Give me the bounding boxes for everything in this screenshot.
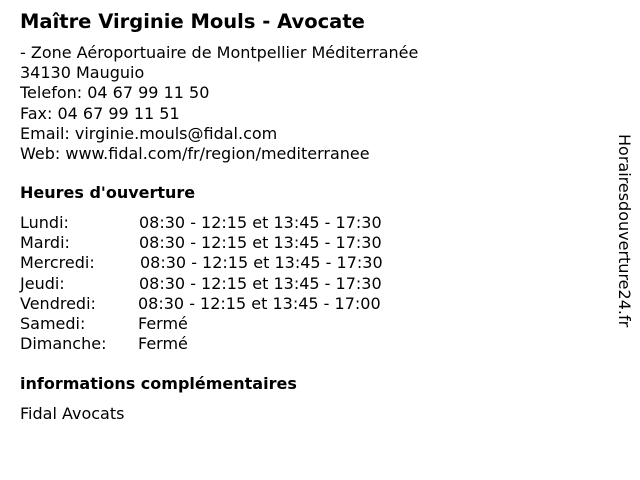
hours-value: Fermé	[138, 334, 188, 354]
hours-value: 08:30 - 12:15 et 13:45 - 17:30	[140, 253, 383, 273]
day-label: Lundi:	[20, 213, 69, 232]
day-label: Vendredi:	[20, 293, 96, 313]
additional-info-text: Fidal Avocats	[20, 404, 125, 423]
contact-block	[20, 43, 418, 164]
web-line: Web: www.fidal.com/fr/region/mediterranee	[20, 143, 370, 163]
day-label: Dimanche:	[20, 334, 107, 354]
email-line: Email: virginie.mouls@fidal.com	[20, 123, 278, 143]
additional-info-heading: informations complémentaires	[20, 374, 297, 393]
day-label: Mardi:	[20, 233, 70, 253]
fax-line: Fax: 04 67 99 11 51	[20, 103, 180, 123]
hours-value: 08:30 - 12:15 et 13:45 - 17:30	[139, 213, 382, 232]
day-label: Samedi:	[20, 313, 86, 333]
phone-line: Telefon: 04 67 99 11 50	[20, 83, 210, 103]
address-line-1: - Zone Aéroportuaire de Montpellier Méditerranée	[20, 43, 419, 62]
hours-value: Fermé	[138, 313, 188, 333]
site-watermark: Horairesdouverture24.fr	[615, 134, 634, 328]
hours-value: 08:30 - 12:15 et 13:45 - 17:30	[139, 273, 382, 293]
day-label: Jeudi:	[20, 273, 65, 293]
opening-hours-heading: Heures d'ouverture	[20, 183, 196, 202]
hours-value: 08:30 - 12:15 et 13:45 - 17:30	[139, 233, 382, 253]
day-label: Mercredi:	[20, 253, 95, 273]
business-info-card	[20, 0, 600, 480]
address-line-2: 34130 Mauguio	[20, 63, 145, 83]
hours-value: 08:30 - 12:15 et 13:45 - 17:00	[138, 293, 381, 313]
business-title: Maître Virginie Mouls - Avocate	[20, 10, 365, 33]
